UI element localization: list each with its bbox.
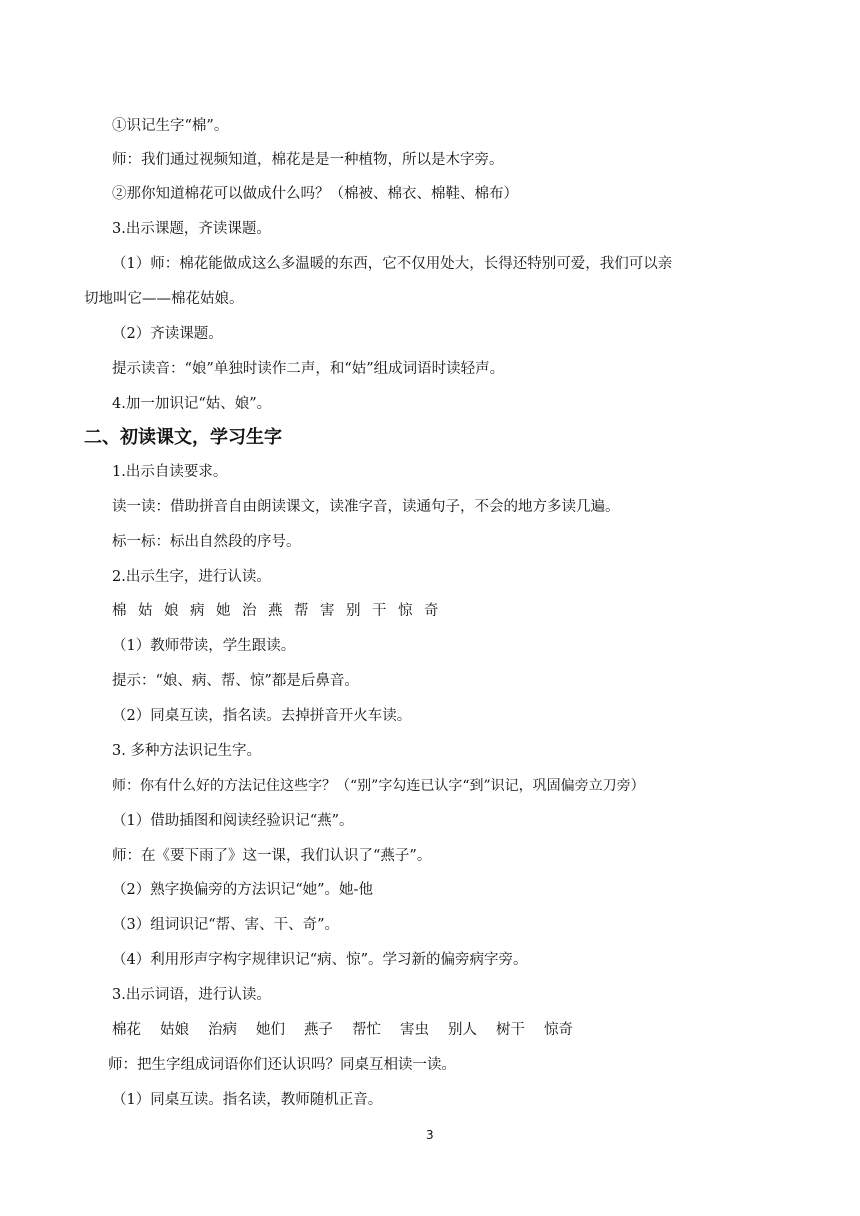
word-list: [112, 1020, 592, 1040]
text-line: 4.加一加识记“姑、娘”。: [112, 396, 272, 412]
character-item: 奇: [424, 603, 439, 619]
text-line: （2）同桌互读，指名读。去掉拼音开火车读。: [112, 708, 412, 724]
character-item: 娘: [164, 603, 179, 619]
text-line: 3. 多种方法识记生字。: [112, 743, 261, 759]
word-item: 棉花: [112, 1022, 141, 1038]
character-item: 害: [320, 603, 335, 619]
text-line: 标一标：标出自然段的序号。: [112, 534, 301, 550]
character-list: [112, 601, 450, 621]
text-line: 师：你有什么好的方法记住这些字？（“别”字勾连已认字“到”识记，巩固偏旁立刀旁）: [112, 778, 645, 794]
text-line: 师：我们通过视频知道，棉花是是一种植物，所以是木字旁。: [112, 152, 504, 168]
text-line: 读一读：借助拼音自由朗读课文，读准字音，读通句子，不会的地方多读几遍。: [112, 499, 620, 515]
text-line: 3.出示课题，齐读课题。: [112, 221, 271, 237]
text-line: 3.出示词语，进行认读。: [112, 987, 271, 1003]
text-line: （1）同桌互读。指名读，教师随机正音。: [112, 1092, 383, 1108]
text-line: 2.出示生字，进行认读。: [112, 569, 271, 585]
word-item: 树干: [496, 1022, 525, 1038]
text-line: 提示读音：“娘”单独时读作二声，和“姑”组成词语时读轻声。: [112, 361, 505, 377]
text-line: 师：在《要下雨了》这一课，我们认识了“燕子”。: [112, 848, 432, 864]
character-item: 燕: [268, 603, 283, 619]
character-item: 帮: [294, 603, 309, 619]
word-item: 燕子: [304, 1022, 333, 1038]
character-item: 治: [242, 603, 257, 619]
text-line: （2）齐读课题。: [112, 326, 223, 342]
text-line: （2）熟字换偏旁的方法识记“她”。她-他: [112, 882, 373, 898]
character-item: 干: [372, 603, 387, 619]
text-line: ②那你知道棉花可以做成什么吗？（棉被、棉衣、棉鞋、棉布）: [112, 186, 518, 202]
text-line: 1.出示自读要求。: [112, 464, 228, 480]
text-line: （3）组词识记“帮、害、干、奇”。: [112, 917, 340, 933]
word-item: 别人: [448, 1022, 477, 1038]
page-number: 3: [426, 1128, 434, 1142]
text-line: （1）借助插图和阅读经验识记“燕”。: [112, 813, 354, 829]
text-line: 提示：“娘、病、帮、惊”都是后鼻音。: [112, 673, 359, 689]
word-item: 帮忙: [352, 1022, 381, 1038]
word-item: 治病: [208, 1022, 237, 1038]
character-item: 姑: [138, 603, 153, 619]
character-item: 惊: [398, 603, 413, 619]
section-heading: 二、初读课文，学习生字: [84, 427, 282, 448]
text-line: ①识记生字“棉”。: [112, 118, 229, 134]
word-item: 害虫: [400, 1022, 429, 1038]
text-line: （1）师：棉花能做成这么多温暖的东西，它不仅用处大，长得还特别可爱，我们可以亲: [112, 256, 673, 272]
character-item: 病: [190, 603, 205, 619]
text-line: （1）教师带读，学生跟读。: [112, 638, 296, 654]
character-item: 别: [346, 603, 361, 619]
text-line: 师：把生字组成词语你们还认识吗？同桌互相读一读。: [108, 1057, 456, 1073]
character-item: 她: [216, 603, 231, 619]
text-line: 切地叫它——棉花姑娘。: [84, 291, 244, 307]
word-item: 惊奇: [544, 1022, 573, 1038]
word-item: 她们: [256, 1022, 285, 1038]
word-item: 姑娘: [160, 1022, 189, 1038]
character-item: 棉: [112, 603, 127, 619]
text-line: （4）利用形声字构字规律识记“病、惊”。学习新的偏旁病字旁。: [112, 952, 528, 968]
